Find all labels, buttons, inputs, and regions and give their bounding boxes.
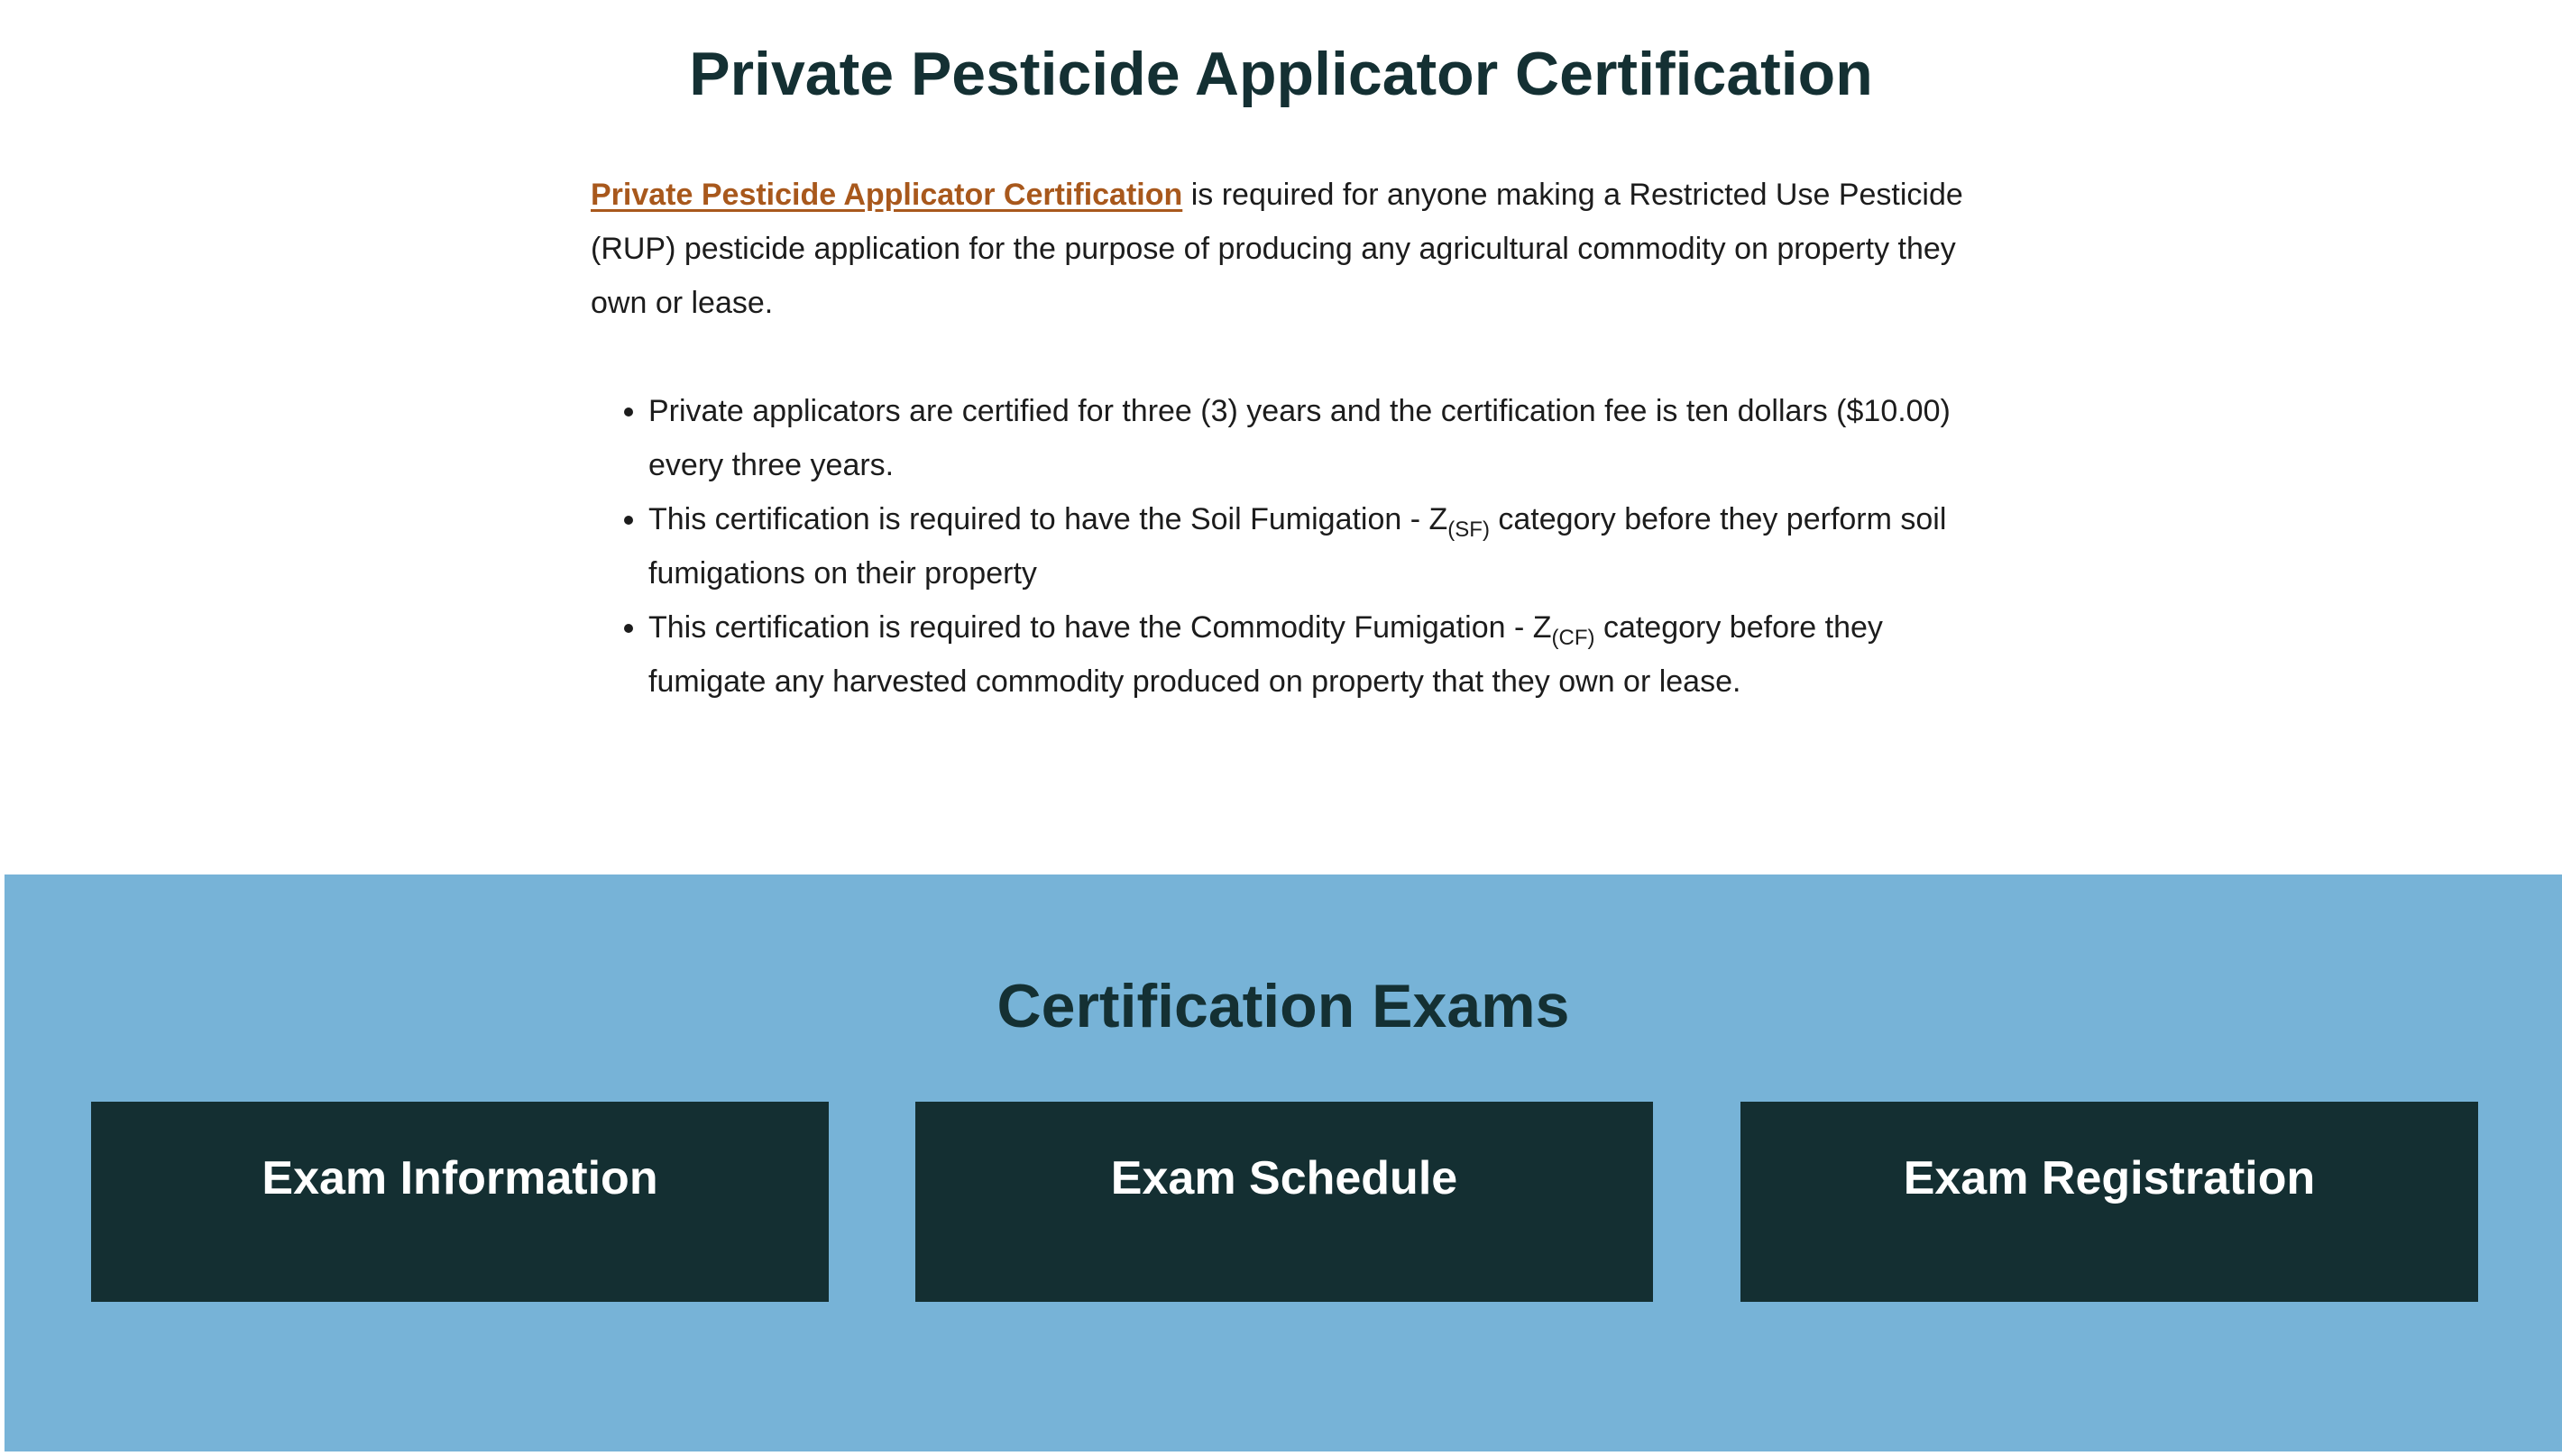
certification-exams-section — [5, 875, 2562, 1451]
intro-text: is required for anyone making a Restricted Use Pesticide (RUP) pesticide application for the purpose of producing any agricultural commodity on property they own or lease. — [591, 178, 1963, 320]
list-item-text-after: category before they fumigate any harvested commodity produced on property that they own or lease. — [648, 610, 1883, 699]
exam-information-button[interactable]: Exam Information — [91, 1102, 829, 1302]
certification-link[interactable]: Private Pesticide Applicator Certification — [591, 178, 1183, 212]
intro-paragraph — [591, 168, 1979, 330]
category-subscript: (CF) — [1551, 625, 1595, 650]
list-item-text-before: This certification is required to have the Soil Fumigation - Z — [648, 502, 1448, 536]
category-subscript: (SF) — [1447, 517, 1490, 542]
list-item-soil-fumigation — [648, 492, 1979, 600]
requirements-list — [591, 384, 1979, 709]
exam-schedule-button[interactable]: Exam Schedule — [915, 1102, 1653, 1302]
page-title: Private Pesticide Applicator Certification — [689, 40, 1873, 108]
list-item-text: Private applicators are certified for three (3) years and the certification fee is ten dollars ($10.00) every three years. — [648, 394, 1951, 482]
list-item-term — [648, 384, 1979, 492]
exams-title: Certification Exams — [996, 972, 1570, 1040]
list-item-text-before: This certification is required to have the Commodity Fumigation - Z — [648, 610, 1552, 645]
list-item-commodity-fumigation — [648, 600, 1979, 709]
list-item-text-after: category before they perform soil fumigations on their property — [648, 502, 1947, 591]
exam-registration-button[interactable]: Exam Registration — [1740, 1102, 2478, 1302]
